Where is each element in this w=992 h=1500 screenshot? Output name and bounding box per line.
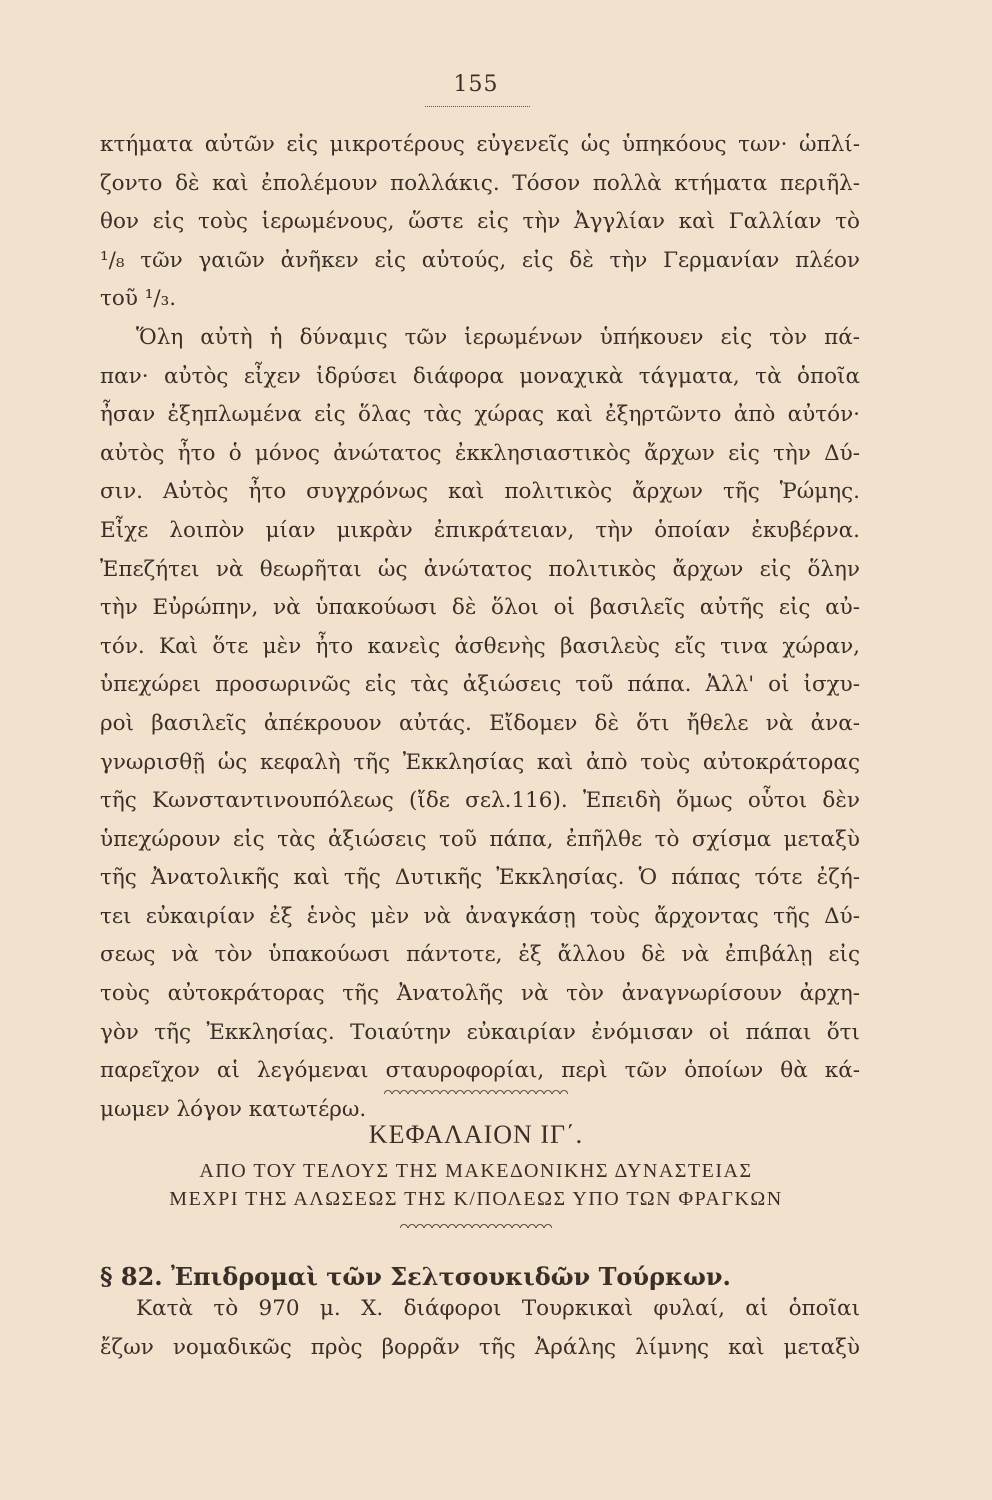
text-line: τοὺς αὐτοκράτορας τῆς Ἀνατολῆς νὰ τὸν ἀναγνωρίσουν ἀρχη- bbox=[100, 981, 860, 1007]
section-heading: § 82. Ἐπιδρομαὶ τῶν Σελτσουκιδῶν Τούρκων. bbox=[100, 1262, 731, 1291]
chapter-subtitle: ΜΕΧΡΙ ΤΗΣ ΑΛΩΣΕΩΣ ΤΗΣ Κ/ΠΟΛΕΩΣ ΥΠΟ ΤΩΝ ΦΡΑΓΚΩΝ bbox=[169, 1188, 783, 1210]
text-line: τει εὐκαιρίαν ἐξ ἑνὸς μὲν νὰ ἀναγκάσῃ τοὺς ἄρχοντας τῆς Δύ- bbox=[100, 903, 860, 929]
text-line: κτήματα αὐτῶν εἰς μικροτέρους εὐγενεῖς ὡς ὑπηκόους των· ὡπλί- bbox=[100, 132, 860, 157]
wavy-divider bbox=[384, 1086, 568, 1094]
text-line: ζοντο δὲ καὶ ἐπολέμουν πολλάκις. Τόσον πολλὰ κτήματα περιῆλ- bbox=[100, 170, 860, 196]
text-line: ὑπεχώρουν εἰς τὰς ἀξιώσεις τοῦ πάπα, ἐπῆλθε τὸ σχίσμα μεταξὺ bbox=[100, 826, 860, 852]
text-line: τόν. Καὶ ὅτε μὲν ἦτο κανεὶς ἀσθενὴς βασιλεὺς εἴς τινα χώραν, bbox=[100, 633, 860, 659]
text-line: τῆς Κωνσταντινουπόλεως (ἴδε σελ.116). Ἐπειδὴ ὅμως οὗτοι δὲν bbox=[100, 788, 860, 814]
text-line: θον εἰς τοὺς ἱερωμένους, ὥστε εἰς τὴν Ἀγγλίαν καὶ Γαλλίαν τὸ bbox=[100, 209, 860, 235]
text-line: γὸν τῆς Ἐκκλησίας. Τοιαύτην εὐκαιρίαν ἐνόμισαν οἱ πάπαι ὅτι bbox=[100, 1019, 860, 1045]
page-number-rule bbox=[425, 106, 530, 107]
main-text bbox=[100, 126, 860, 1129]
text-line: Ὅλη αὐτὴ ἡ δύναμις τῶν ἱερωμένων ὑπήκουεν εἰς τὸν πά- bbox=[136, 324, 860, 350]
text-line: μωμεν λόγον κατωτέρω. bbox=[100, 1096, 367, 1122]
text-line: Εἶχε λοιπὸν μίαν μικρὰν ἐπικράτειαν, τὴν ὁποίαν ἐκυβέρνα. bbox=[100, 517, 860, 543]
wavy-divider bbox=[400, 1220, 552, 1228]
text-line: ¹/₈ τῶν γαιῶν ἀνῆκεν εἰς αὐτούς, εἰς δὲ τὴν Γερμανίαν πλέον bbox=[100, 247, 860, 273]
text-line: ἔζων νομαδικῶς πρὸς βορρᾶν τῆς Ἀράλης λίμνης καὶ μεταξὺ bbox=[100, 1334, 860, 1360]
text-line: σεως νὰ τὸν ὑπακούωσι πάντοτε, ἐξ ἄλλου δὲ νὰ ἐπιβάλῃ εἰς bbox=[100, 942, 860, 968]
chapter-title: ΚΕΦΑΛΑΙΟΝ ΙΓ΄. bbox=[368, 1120, 584, 1149]
text-line: Κατὰ τὸ 970 μ. Χ. διάφοροι Τουρκικαὶ φυλαί, αἱ ὁποῖαι bbox=[136, 1296, 860, 1321]
page-number: 155 bbox=[453, 72, 499, 97]
text-line: τὴν Εὐρώπην, νὰ ὑπακούωσι δὲ ὅλοι οἱ βασιλεῖς αὐτῆς εἰς αὐ- bbox=[100, 595, 860, 621]
text-line: παρεῖχον αἱ λεγόμεναι σταυροφορίαι, περὶ τῶν ὁποίων θὰ κά- bbox=[100, 1058, 860, 1084]
text-line: τοῦ ¹/₃. bbox=[100, 286, 177, 312]
text-line: ἦσαν ἐξηπλωμένα εἰς ὅλας τὰς χώρας καὶ ἐξηρτῶντο ἀπὸ αὐτόν· bbox=[100, 402, 860, 428]
text-line: αὐτὸς ἦτο ὁ μόνος ἀνώτατος ἐκκλησιαστικὸς ἄρχων εἰς τὴν Δύ- bbox=[100, 440, 860, 466]
text-line: ροὶ βασιλεῖς ἀπέκρουον αὐτάς. Εἴδομεν δὲ ὅτι ἤθελε νὰ ἀνα- bbox=[100, 710, 860, 736]
text-line: ὑπεχώρει προσωρινῶς εἰς τὰς ἀξιώσεις τοῦ πάπα. Ἀλλ' οἱ ἰσχυ- bbox=[100, 672, 860, 698]
text-line: Ἐπεζήτει νὰ θεωρῆται ὡς ἀνώτατος πολιτικὸς ἄρχων εἰς ὅλην bbox=[100, 556, 860, 582]
text-line: παν· αὐτὸς εἶχεν ἱδρύσει διάφορα μοναχικὰ τάγματα, τὰ ὁποῖα bbox=[100, 363, 860, 389]
text-line: σιν. Αὐτὸς ἦτο συγχρόνως καὶ πολιτικὸς ἄρχων τῆς Ῥώμης. bbox=[100, 479, 860, 505]
chapter-subtitle: ΑΠΟ ΤΟΥ ΤΕΛΟΥΣ ΤΗΣ ΜΑΚΕΔΟΝΙΚΗΣ ΔΥΝΑΣΤΕΙΑΣ bbox=[199, 1160, 753, 1182]
section-text bbox=[100, 1290, 860, 1367]
text-line: γνωρισθῇ ὡς κεφαλὴ τῆς Ἐκκλησίας καὶ ἀπὸ τοὺς αὐτοκράτορας bbox=[100, 749, 860, 775]
text-line: τῆς Ἀνατολικῆς καὶ τῆς Δυτικῆς Ἐκκλησίας. Ὁ πάπας τότε ἐζή- bbox=[100, 865, 860, 891]
